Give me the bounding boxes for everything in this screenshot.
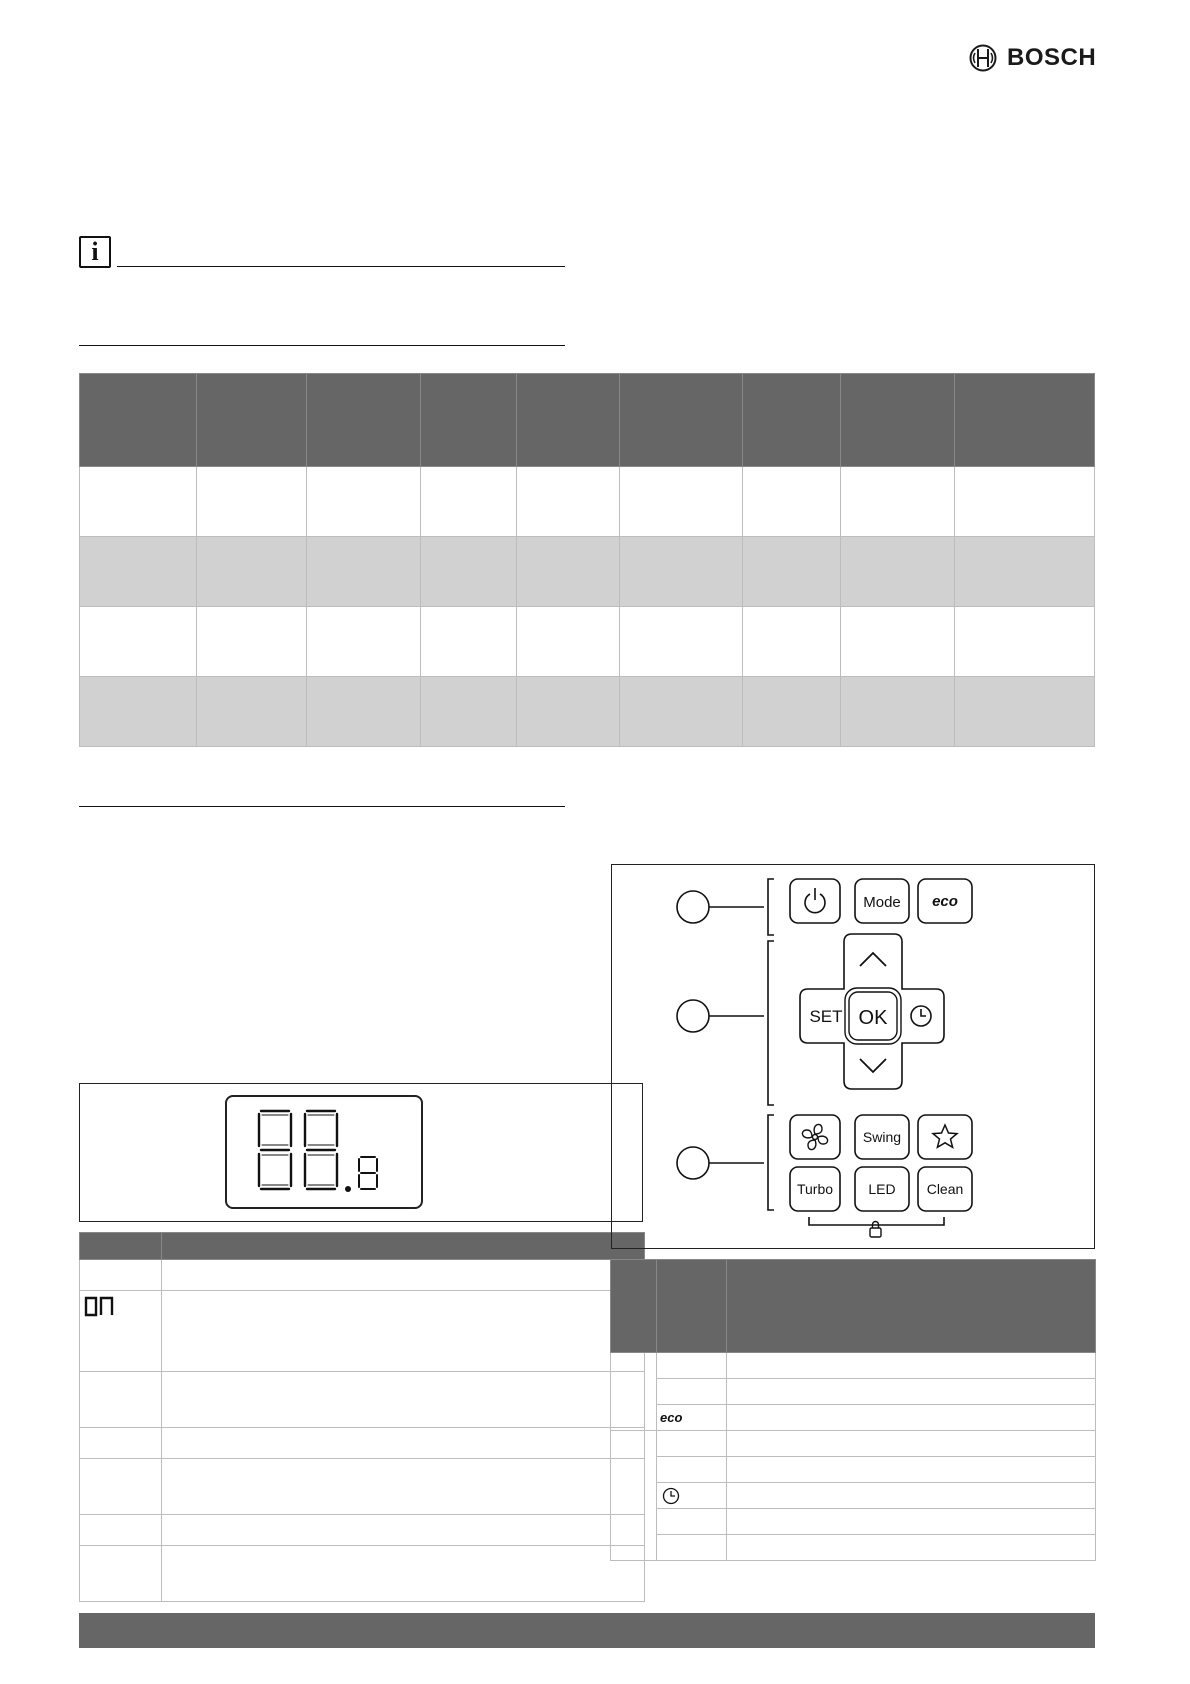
eco-button[interactable] [918,879,972,923]
on-symbol-icon [84,1295,118,1319]
keys-header-row [611,1260,1096,1353]
spec-table [79,373,1095,747]
fan-speed-button[interactable] [790,1115,840,1159]
info-icon: i [79,236,111,268]
keys-row [611,1483,1096,1509]
disp-row [80,1260,645,1291]
mode-label: Mode [863,894,901,911]
spec-row [80,537,1095,607]
spec-row [80,467,1095,537]
keys-row [611,1509,1096,1535]
swing-label: Swing [862,1129,902,1145]
spec-header-row [80,374,1095,467]
note-rule [117,266,565,267]
disp-row [80,1546,645,1602]
ok-label: OK [858,1007,888,1029]
lcd-display [225,1095,423,1209]
timer-icon [661,1486,681,1506]
keypad-figure [611,864,1095,1249]
ok-button[interactable] [845,988,901,1044]
keys-row [611,1405,1096,1431]
turbo-label: Turbo [796,1181,834,1197]
brand-logo [969,44,1096,72]
swing-button[interactable] [855,1115,909,1159]
section-rule-2 [79,806,565,807]
eco-symbol: eco [660,1409,683,1425]
disp-header-row [80,1233,645,1260]
footer-bar [79,1613,1095,1648]
mode-button[interactable] [855,879,909,923]
eco-label: eco [932,893,958,910]
lock-icon [870,1222,881,1238]
keys-row [611,1353,1096,1379]
display-symbols-table [79,1232,645,1602]
keys-row [611,1379,1096,1405]
clean-button[interactable] [918,1167,972,1211]
keys-row [611,1535,1096,1561]
disp-row [80,1515,645,1546]
power-button[interactable] [790,879,840,923]
disp-row [80,1372,645,1428]
keys-table [610,1259,1096,1561]
seven-segment-digits [227,1097,421,1207]
set-button[interactable]: SET [809,1007,843,1026]
spec-row [80,677,1095,747]
bosch-armature-icon [969,44,997,72]
brand-wordmark: BOSCH [1007,44,1097,71]
keys-row [611,1457,1096,1483]
disp-row [80,1459,645,1515]
clean-label: Clean [926,1181,964,1197]
keypad-diagram [612,865,1096,1250]
disp-row [80,1428,645,1459]
disp-row [80,1291,645,1372]
favorite-button[interactable] [918,1115,972,1159]
led-label: LED [868,1181,896,1197]
spec-row [80,607,1095,677]
keys-row [611,1431,1096,1457]
turbo-button[interactable] [790,1167,840,1211]
section-rule-1 [79,345,565,346]
led-button[interactable] [855,1167,909,1211]
